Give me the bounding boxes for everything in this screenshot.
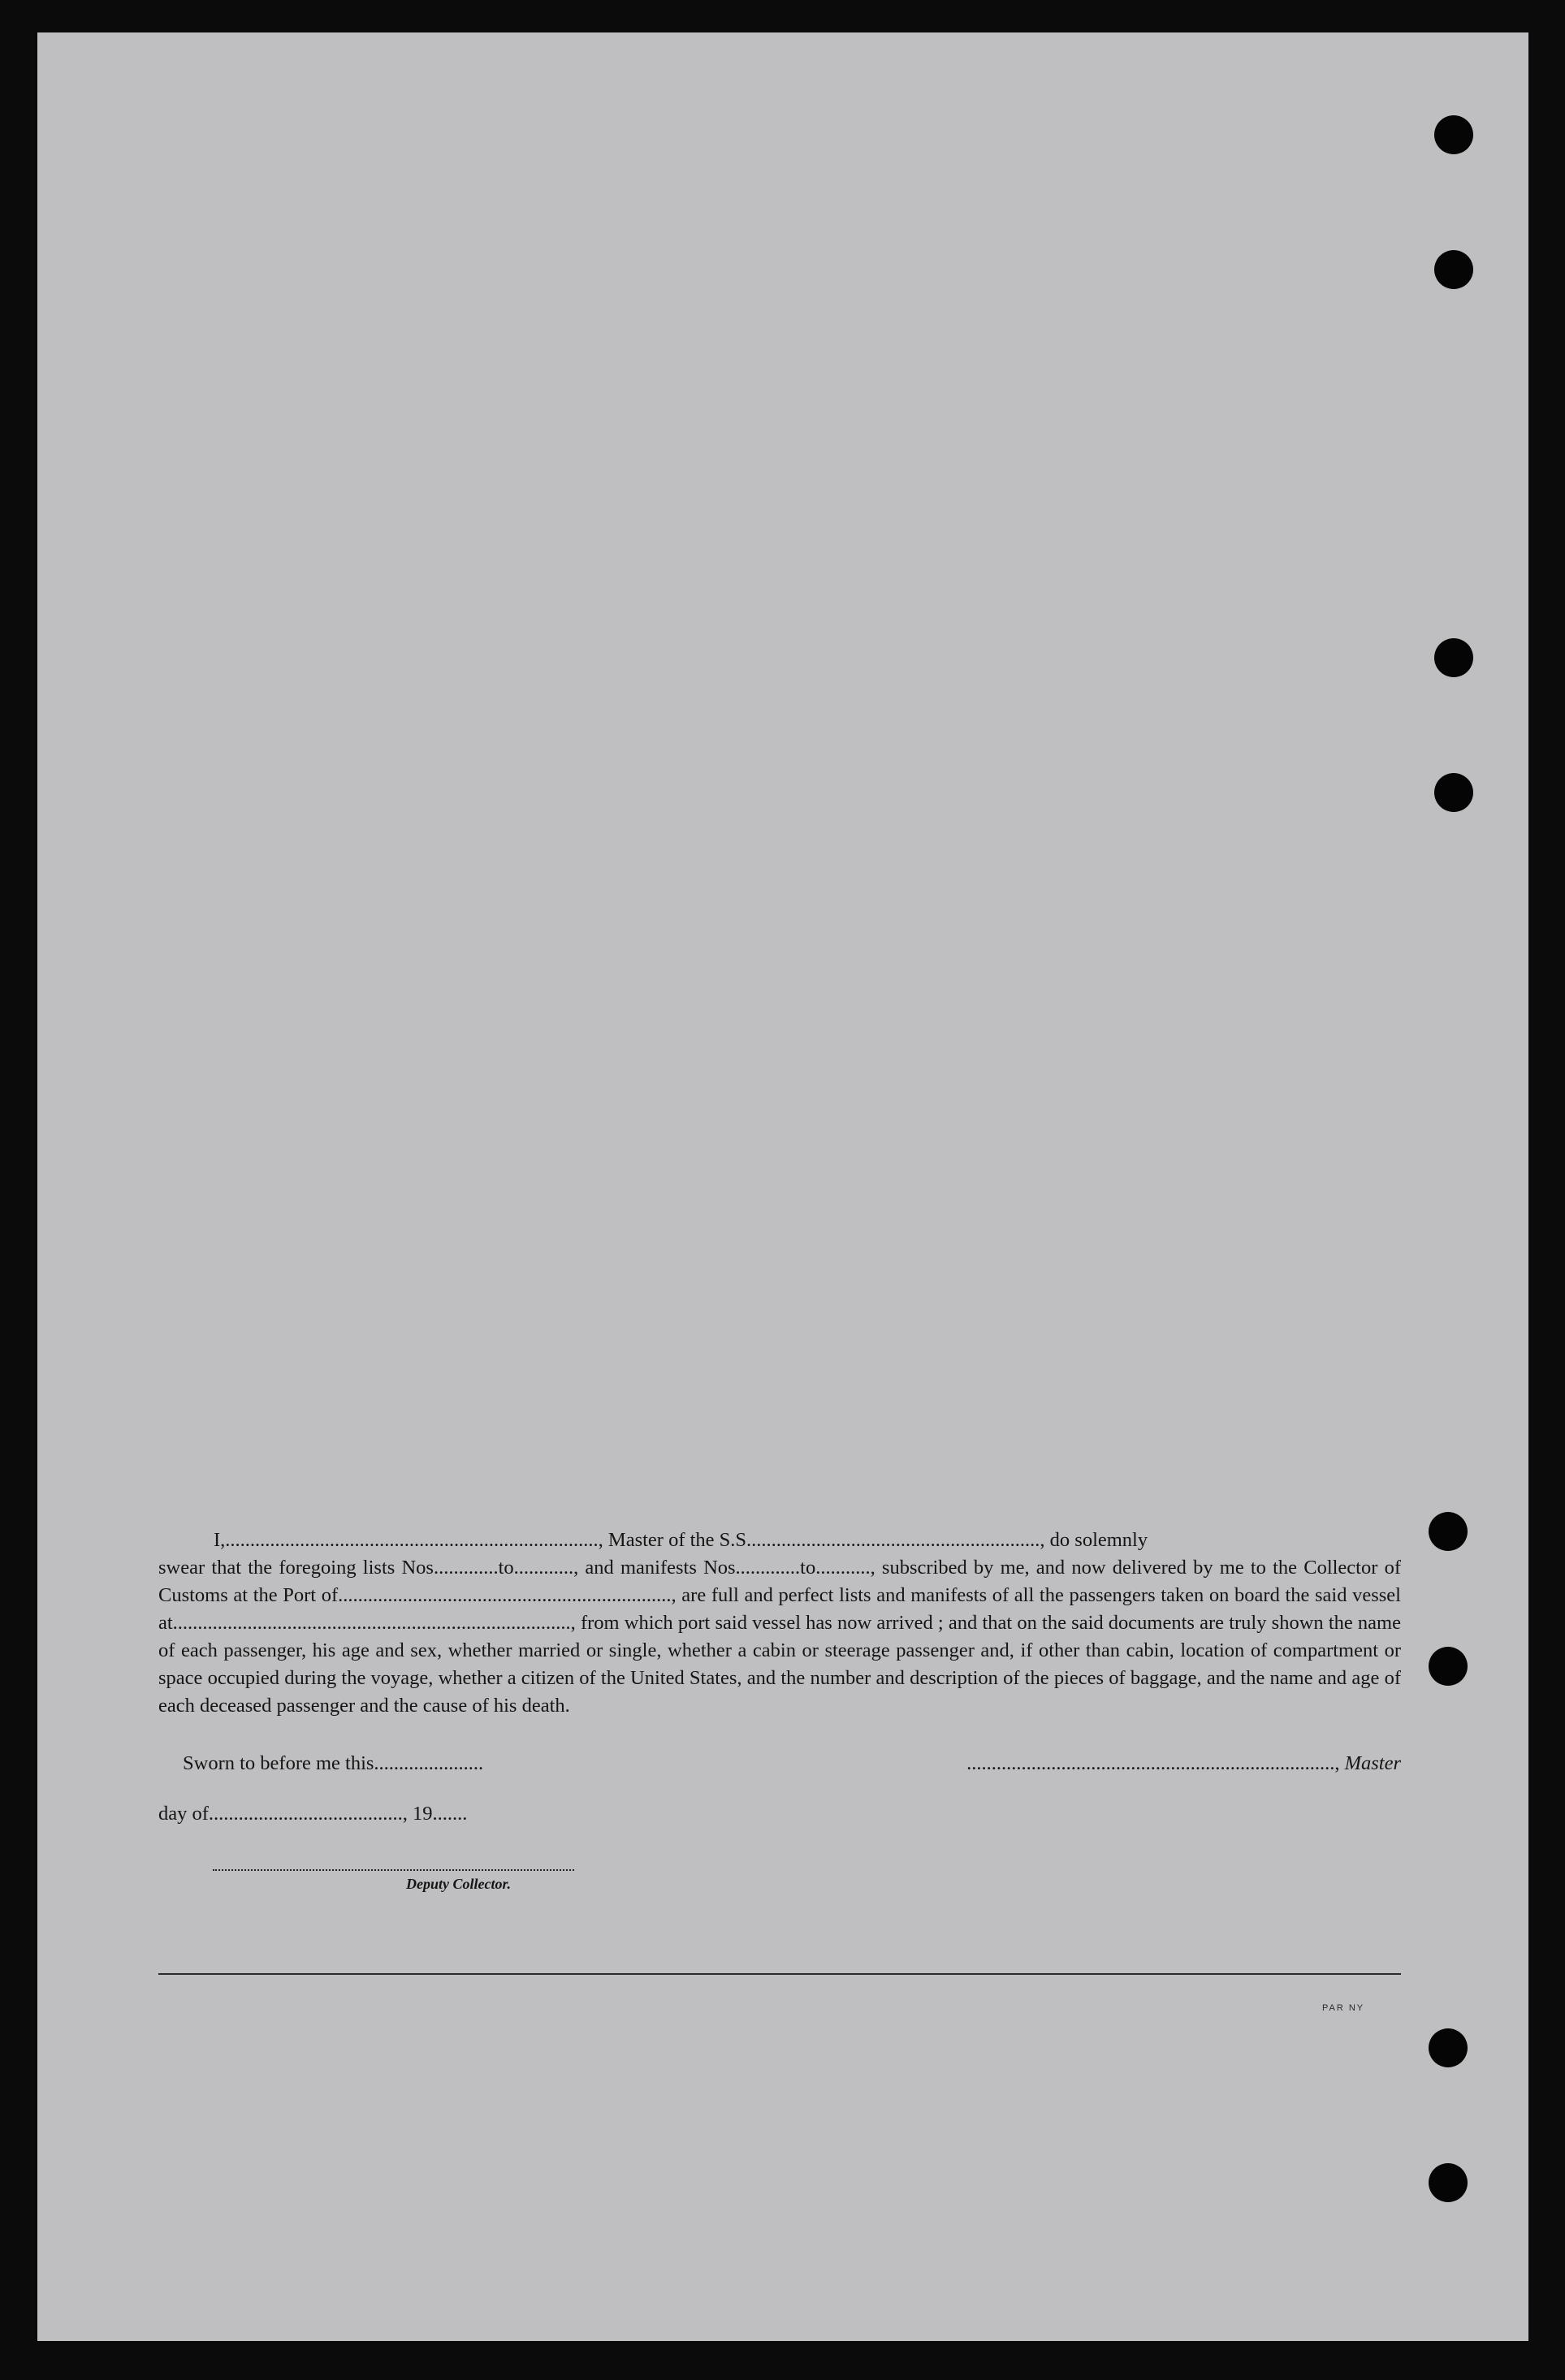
- punch-hole: [1429, 2163, 1468, 2202]
- sworn-before-line: Sworn to before me this......................: [183, 1752, 484, 1774]
- oath-body: swear that the foregoing lists Nos.............to............, and manifests Nos.............to..........., subscribed by me, and now delivered by me to the Collector of Customs at the Port of..................................................................., are full and perfect lists and manifests of all the passengers taken on board the said vessel at................................................................................, from which port said vessel has now arrived ; and that on the said documents are truly shown the name of each passenger, his age and sex, whether married or single, whether a cabin or steerage passenger and, if other than cabin, location of compartment or space occupied during the voyage, whether a citizen of the United States, and the number and description of the pieces of baggage, and the name and age of each deceased passenger and the cause of his death.: [158, 1557, 1401, 1717]
- printer-mark: PAR NY: [1322, 2003, 1365, 2013]
- punch-hole: [1434, 115, 1473, 154]
- day-of-line: day of......................................., 19.......: [158, 1803, 468, 1825]
- bottom-divider: [158, 1973, 1401, 1975]
- punch-hole: [1434, 638, 1473, 677]
- punch-hole: [1434, 250, 1473, 289]
- deputy-collector-label: Deputy Collector.: [406, 1876, 511, 1892]
- master-signature-line: [966, 1752, 1401, 1775]
- master-label: Master: [1344, 1752, 1401, 1774]
- punch-hole: [1429, 2028, 1468, 2067]
- punch-hole: [1429, 1647, 1468, 1686]
- oath-first-line: I,..........................................................................., Master of the S.S..........................................................., do solemnly: [214, 1529, 1148, 1551]
- punch-hole: [1429, 1512, 1468, 1551]
- master-signature-dots: ..........................................................................,: [966, 1752, 1340, 1774]
- form-page: [37, 32, 1528, 2341]
- punch-hole: [1434, 773, 1473, 812]
- deputy-signature-rule: [213, 1869, 574, 1871]
- master-oath-paragraph: [158, 1527, 1401, 1720]
